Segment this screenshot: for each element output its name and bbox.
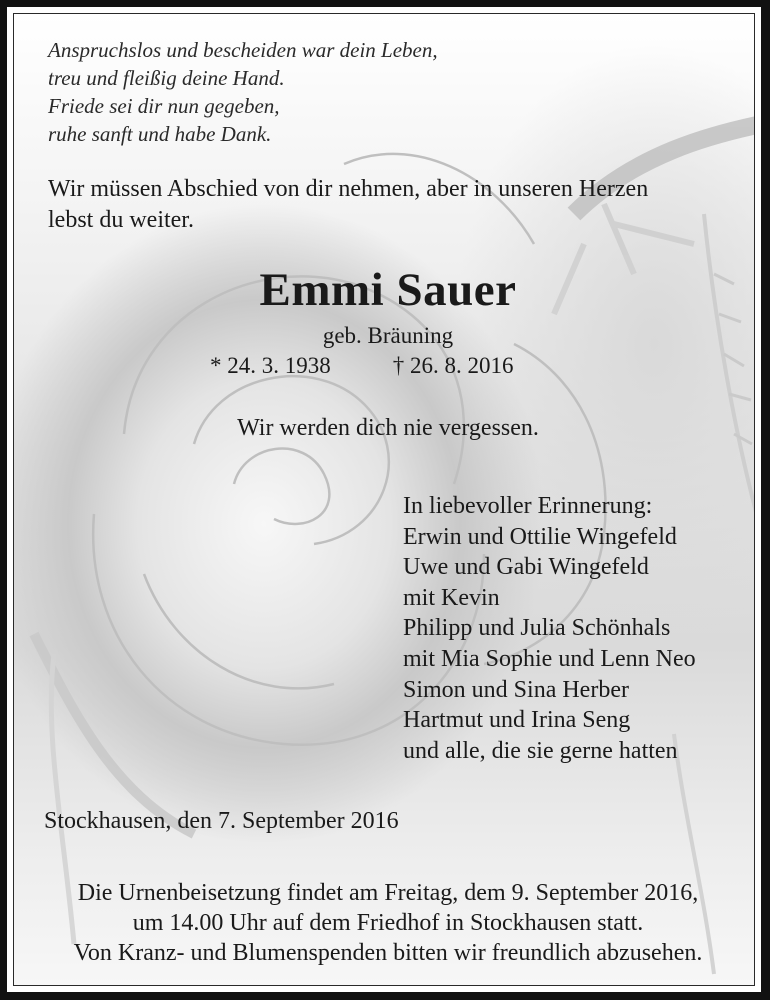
notice-line: um 14.00 Uhr auf dem Friedhof in Stockhausen statt. [132, 910, 644, 936]
mourner-entry: Simon und Sina Herber [403, 676, 629, 703]
mourner-entry: Philipp und Julia Schönhals [403, 615, 671, 642]
memorial-poem [48, 36, 438, 148]
mourner-entry: Hartmut und Irina Seng [403, 707, 631, 734]
life-dates [210, 352, 514, 380]
birth-date: * 24. 3. 1938 [210, 353, 331, 378]
mourner-entry: mit Mia Sophie und Lenn Neo [403, 645, 696, 672]
mourner-entry: Erwin und Ottilie Wingefeld [403, 523, 677, 550]
poem-line: Anspruchslos und bescheiden war dein Leben, [48, 38, 438, 62]
poem-line: treu und fleißig deine Hand. [48, 66, 285, 90]
intro-line: lebst du weiter. [48, 207, 194, 233]
poem-line: Friede sei dir nun gegeben, [48, 94, 280, 118]
mourner-entry: mit Kevin [403, 584, 500, 611]
mourner-entry: und alle, die sie gerne hatten [403, 737, 678, 764]
intro-text [48, 174, 648, 236]
deceased-name: Emmi Sauer [259, 264, 517, 316]
funeral-notice [14, 878, 755, 968]
mourners-heading: In liebevoller Erinnerung: [403, 493, 653, 519]
farewell-line: Wir werden dich nie vergessen. [237, 415, 539, 441]
mourners-list [403, 491, 696, 766]
death-date: † 26. 8. 2016 [392, 353, 514, 378]
obituary-panel [13, 13, 755, 986]
place-and-date: Stockhausen, den 7. September 2016 [44, 808, 399, 834]
maiden-name: geb. Bräuning [322, 323, 454, 348]
notice-line: Die Urnenbeisetzung findet am Freitag, dem 9. September 2016, [77, 880, 699, 906]
mourner-entry: Uwe und Gabi Wingefeld [403, 554, 649, 581]
poem-line: ruhe sanft und habe Dank. [48, 122, 272, 146]
notice-line: Von Kranz- und Blumenspenden bitten wir freundlich abzusehen. [73, 940, 703, 966]
intro-line: Wir müssen Abschied von dir nehmen, aber in unseren Herzen [48, 176, 649, 202]
